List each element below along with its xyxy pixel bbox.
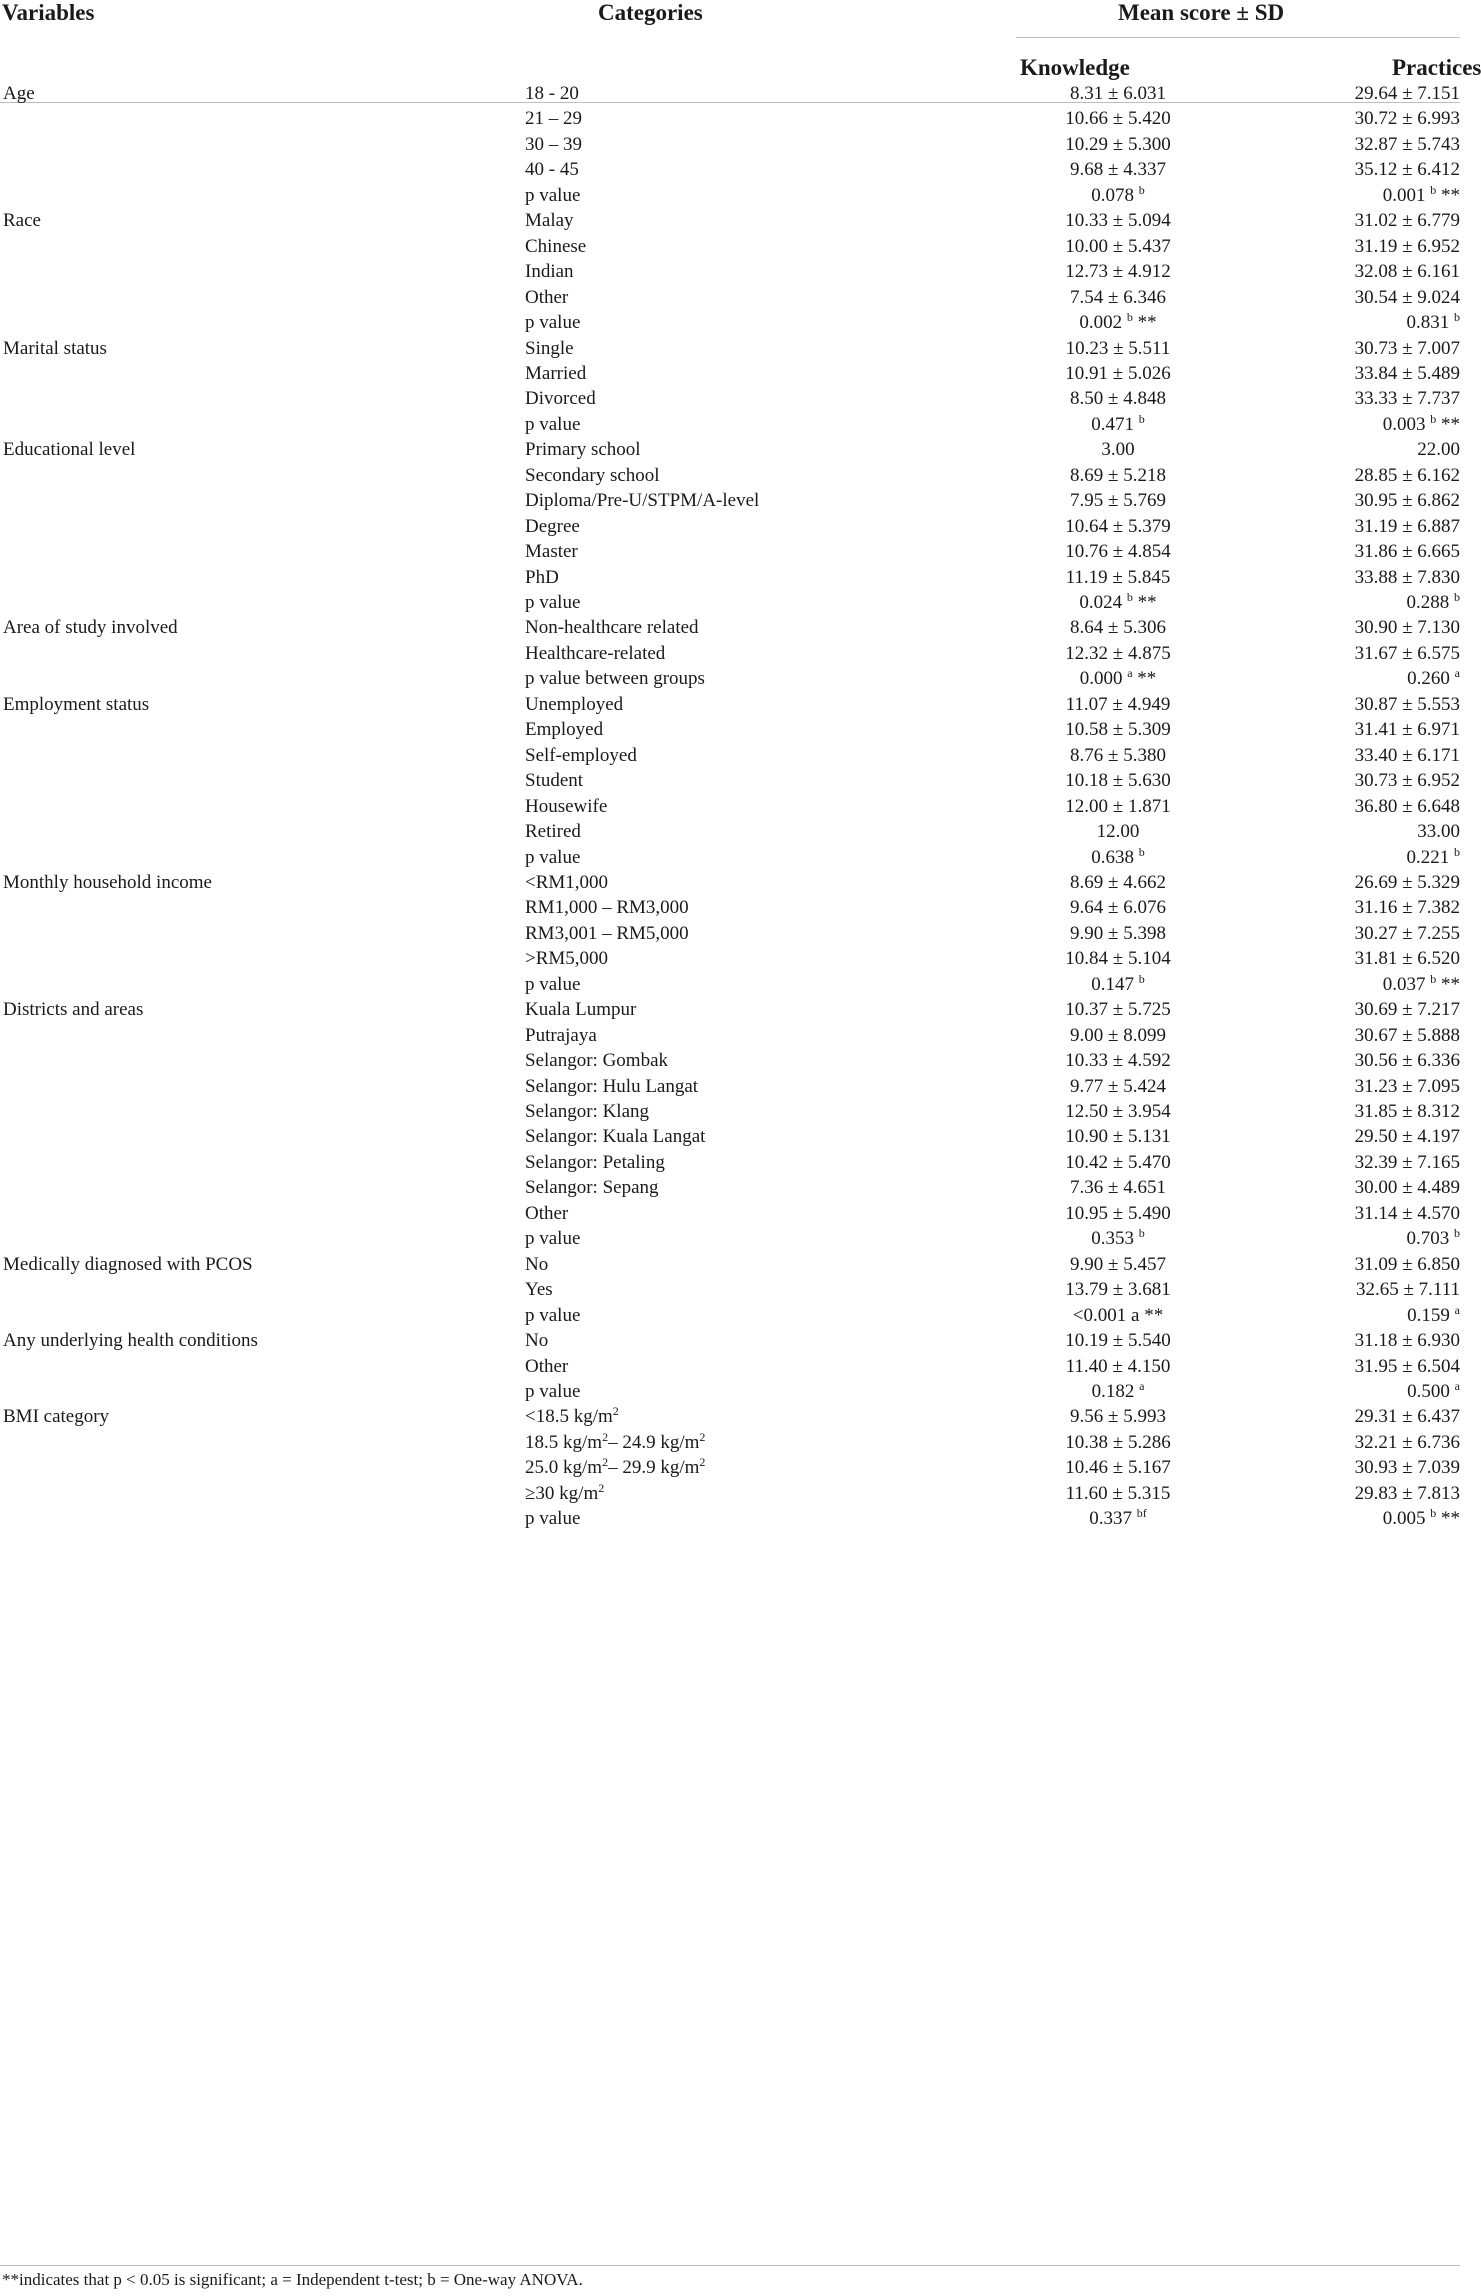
knowledge-value: 0.147 xyxy=(1091,973,1134,995)
variable-text: Monthly household income xyxy=(3,871,212,893)
superscript: b xyxy=(1454,590,1460,604)
practices-value: 30.27 ± 7.255 xyxy=(1354,922,1460,944)
significance-marker: ** xyxy=(1436,184,1460,206)
practices-value: 31.19 ± 6.952 xyxy=(1354,235,1460,257)
practices-value: 35.12 ± 6.412 xyxy=(1354,159,1460,181)
knowledge-value: 9.90 ± 5.398 xyxy=(1070,922,1166,944)
practices-value: 0.288 xyxy=(1406,592,1450,613)
category-text: Unemployed xyxy=(525,693,624,715)
practices-value: 33.40 ± 6.171 xyxy=(1354,744,1460,766)
superscript: b xyxy=(1430,182,1437,197)
knowledge-value: 0.182 xyxy=(1091,1380,1135,1402)
practices-value: 30.93 ± 7.039 xyxy=(1354,1457,1460,1479)
practices-value: 30.95 ± 6.862 xyxy=(1354,490,1460,512)
category-text: p value xyxy=(525,413,581,435)
practices-value: 0.703 xyxy=(1406,1228,1450,1250)
category-text: Malay xyxy=(525,210,574,232)
knowledge-value: 10.76 ± 4.854 xyxy=(1065,541,1171,563)
category-text: Degree xyxy=(525,515,580,537)
superscript: a xyxy=(1127,666,1133,681)
practices-value: 30.56 ± 6.336 xyxy=(1354,1050,1460,1072)
superscript: b xyxy=(1138,182,1145,197)
variable-text: Any underlying health conditions xyxy=(3,1330,258,1352)
variable-text: Educational level xyxy=(3,439,136,461)
superscript: bf xyxy=(1136,1506,1147,1521)
practices-value: 30.90 ± 7.130 xyxy=(1354,617,1460,639)
category-text: Single xyxy=(525,337,574,359)
knowledge-value: 8.64 ± 5.306 xyxy=(1070,617,1166,639)
practices-value: 31.85 ± 8.312 xyxy=(1354,1101,1460,1122)
practices-value: 30.87 ± 5.553 xyxy=(1354,693,1460,715)
variable-text: Employment status xyxy=(3,693,150,715)
knowledge-value: 0.024 xyxy=(1079,592,1123,613)
superscript: a xyxy=(1454,1302,1460,1317)
category-text: Selangor: Hulu Langat xyxy=(525,1075,699,1097)
knowledge-value: 0.002 xyxy=(1079,312,1123,334)
knowledge-value: 10.23 ± 5.511 xyxy=(1065,337,1171,359)
variable-text: Marital status xyxy=(3,337,107,359)
knowledge-value: 12.00 xyxy=(1096,821,1140,843)
knowledge-value: 0.638 xyxy=(1091,846,1134,868)
knowledge-value: 10.84 ± 5.104 xyxy=(1065,948,1171,970)
category-text: <18.5 kg/m xyxy=(525,1406,613,1428)
category-text: p value between groups xyxy=(525,668,705,690)
practices-value: 33.33 ± 7.737 xyxy=(1354,388,1460,410)
knowledge-value: 0.000 xyxy=(1079,668,1123,690)
knowledge-value: 12.50 ± 3.954 xyxy=(1065,1101,1171,1122)
practices-value: 22.00 xyxy=(1417,439,1460,461)
superscript: 2 xyxy=(699,1429,706,1444)
variable-text: Race xyxy=(3,210,41,232)
practices-value: 31.18 ± 6.930 xyxy=(1354,1330,1460,1352)
superscript: b xyxy=(1138,971,1145,986)
header-row-top xyxy=(0,0,1460,38)
knowledge-value: 11.40 ± 4.150 xyxy=(1065,1355,1171,1377)
category-text: PhD xyxy=(525,566,559,588)
category-text: Selangor: Sepang xyxy=(525,1177,659,1199)
practices-value: 0.159 xyxy=(1407,1304,1450,1326)
category-text: Student xyxy=(525,770,584,792)
practices-value: 0.260 xyxy=(1407,668,1450,690)
practices-value: 30.73 ± 7.007 xyxy=(1354,337,1460,359)
practices-value: 30.54 ± 9.024 xyxy=(1354,286,1460,308)
category-text: Divorced xyxy=(525,388,596,410)
knowledge-value: 7.54 ± 6.346 xyxy=(1070,286,1166,308)
category-text: Selangor: Petaling xyxy=(525,1151,665,1173)
superscript: 2 xyxy=(602,1429,609,1444)
knowledge-value: 9.56 ± 5.993 xyxy=(1070,1406,1166,1428)
category-text: Diploma/Pre-U/STPM/A-level xyxy=(525,490,760,512)
category-text: Primary school xyxy=(525,439,641,461)
category-text: Selangor: Gombak xyxy=(525,1050,669,1072)
knowledge-value: 10.29 ± 5.300 xyxy=(1065,133,1171,155)
knowledge-value: 10.18 ± 5.630 xyxy=(1065,770,1171,792)
table-row xyxy=(0,1500,1460,1538)
knowledge-value: 0.078 xyxy=(1091,184,1134,206)
knowledge-value: 0.471 xyxy=(1091,413,1134,435)
superscript: b xyxy=(1430,1506,1437,1521)
knowledge-value: 10.95 ± 5.490 xyxy=(1065,1202,1171,1224)
knowledge-value: 10.33 ± 4.592 xyxy=(1065,1050,1171,1072)
category-text: 30 – 39 xyxy=(525,133,582,155)
practices-value: 33.88 ± 7.830 xyxy=(1354,566,1460,588)
knowledge-value: 10.33 ± 5.094 xyxy=(1065,210,1171,232)
knowledge-value: 9.90 ± 5.457 xyxy=(1070,1253,1166,1275)
practices-value: 32.87 ± 5.743 xyxy=(1354,133,1460,155)
category-text: p value xyxy=(525,1228,581,1250)
significance-marker: ** xyxy=(1436,1508,1460,1530)
knowledge-value: 0.353 xyxy=(1091,1228,1134,1250)
category-text: Employed xyxy=(525,719,604,741)
category-text: Self-employed xyxy=(525,744,637,766)
knowledge-value: 10.19 ± 5.540 xyxy=(1065,1330,1171,1352)
knowledge-value: 3.00 xyxy=(1101,439,1135,461)
superscript: a xyxy=(1139,1378,1145,1393)
knowledge-value: 8.69 ± 4.662 xyxy=(1070,871,1166,893)
superscript: 2 xyxy=(699,1455,706,1470)
practices-value: 31.02 ± 6.779 xyxy=(1354,210,1460,232)
header-variables: Variables xyxy=(2,0,95,25)
practices-value: 32.65 ± 7.111 xyxy=(1355,1279,1460,1301)
practices-value: 31.67 ± 6.575 xyxy=(1354,642,1460,664)
category-text: Healthcare-related xyxy=(525,642,666,664)
category-text: Kuala Lumpur xyxy=(525,999,637,1021)
superscript: a xyxy=(1454,1378,1460,1393)
practices-value: 29.64 ± 7.151 xyxy=(1354,83,1460,104)
practices-value: 36.80 ± 6.648 xyxy=(1354,795,1460,817)
practices-value: 30.69 ± 7.217 xyxy=(1354,999,1460,1021)
knowledge-value: 12.00 ± 1.871 xyxy=(1065,795,1171,817)
knowledge-value: 9.64 ± 6.076 xyxy=(1070,897,1166,919)
category-text: Other xyxy=(525,1355,569,1377)
variable-text: Districts and areas xyxy=(3,999,144,1021)
practices-value: 0.005 xyxy=(1382,1508,1426,1530)
practices-value: 0.831 xyxy=(1406,312,1450,334)
category-text: Secondary school xyxy=(525,464,660,486)
knowledge-value: 13.79 ± 3.681 xyxy=(1065,1279,1171,1301)
category-text: p value xyxy=(525,592,581,613)
category-text: p value xyxy=(525,973,581,995)
knowledge-value: 10.00 ± 5.437 xyxy=(1065,235,1171,257)
practices-value: 0.003 xyxy=(1382,413,1426,435)
category-text: No xyxy=(525,1330,549,1352)
variable-text: Medically diagnosed with PCOS xyxy=(3,1253,253,1275)
knowledge-value: 10.42 ± 5.470 xyxy=(1065,1151,1171,1173)
practices-value: 26.69 ± 5.329 xyxy=(1354,871,1460,893)
knowledge-value: 10.37 ± 5.725 xyxy=(1065,999,1171,1021)
knowledge-value: 12.32 ± 4.875 xyxy=(1065,642,1171,664)
practices-value: 32.39 ± 7.165 xyxy=(1354,1151,1460,1173)
superscript: a xyxy=(1454,666,1460,681)
category-text: 18.5 kg/m xyxy=(525,1431,603,1453)
header-mean-score: Mean score ± SD xyxy=(1118,0,1285,25)
superscript: b xyxy=(1126,590,1133,604)
category-text: RM1,000 – RM3,000 xyxy=(525,897,689,919)
knowledge-value: 10.58 ± 5.309 xyxy=(1065,719,1171,741)
category-text: Housewife xyxy=(525,795,608,817)
category-text: Chinese xyxy=(525,235,587,257)
practices-value: 32.08 ± 6.161 xyxy=(1354,261,1460,283)
practices-value: 31.86 ± 6.665 xyxy=(1354,541,1460,563)
practices-value: 0.221 xyxy=(1406,846,1450,868)
superscript: 2 xyxy=(598,1480,605,1495)
knowledge-value: 10.90 ± 5.131 xyxy=(1065,1126,1171,1148)
practices-value: 31.16 ± 7.382 xyxy=(1354,897,1460,919)
practices-value: 31.41 ± 6.971 xyxy=(1354,719,1460,741)
header-categories: Categories xyxy=(598,0,703,25)
category-text: Non-healthcare related xyxy=(525,617,699,639)
practices-value: 31.81 ± 6.520 xyxy=(1354,948,1460,970)
knowledge-value: 9.77 ± 5.424 xyxy=(1070,1075,1166,1097)
knowledge-value: 12.73 ± 4.912 xyxy=(1065,261,1171,283)
superscript: b xyxy=(1138,1226,1145,1241)
variable-text: Area of study involved xyxy=(3,617,178,639)
header-practices: Practices xyxy=(1392,55,1481,80)
header-knowledge: Knowledge xyxy=(1020,55,1130,80)
superscript: 2 xyxy=(602,1455,609,1470)
knowledge-value: 10.66 ± 5.420 xyxy=(1065,108,1171,130)
category-text: Indian xyxy=(525,261,574,283)
knowledge-value: 0.337 xyxy=(1089,1508,1132,1530)
category-text: Other xyxy=(525,286,569,308)
superscript: b xyxy=(1126,310,1133,325)
superscript: b xyxy=(1138,411,1145,426)
variable-text: Age xyxy=(3,83,35,104)
category-text: <RM1,000 xyxy=(525,871,609,893)
category-text-suffix: – 29.9 kg/m xyxy=(608,1457,700,1479)
practices-value: 29.31 ± 6.437 xyxy=(1354,1406,1460,1428)
category-text: p value xyxy=(525,184,581,206)
superscript: 2 xyxy=(612,1404,619,1419)
category-text: 18 - 20 xyxy=(525,83,579,104)
superscript: b xyxy=(1430,411,1437,426)
category-text: 40 - 45 xyxy=(525,159,579,181)
practices-value: 31.19 ± 6.887 xyxy=(1354,515,1460,537)
category-text: ≥30 kg/m xyxy=(525,1482,599,1504)
practices-value: 30.00 ± 4.489 xyxy=(1354,1177,1460,1199)
category-text: Selangor: Kuala Langat xyxy=(525,1126,706,1148)
practices-value: 30.67 ± 5.888 xyxy=(1354,1024,1460,1046)
knowledge-value: <0.001 a ** xyxy=(1072,1304,1164,1326)
cell-category xyxy=(525,1500,580,1538)
practices-value: 31.09 ± 6.850 xyxy=(1354,1253,1460,1275)
category-text: p value xyxy=(525,312,581,334)
significance-marker: ** xyxy=(1436,413,1460,435)
category-text: Retired xyxy=(525,821,581,843)
category-text: RM3,001 – RM5,000 xyxy=(525,922,689,944)
category-text: Yes xyxy=(525,1279,553,1301)
practices-value: 31.14 ± 4.570 xyxy=(1354,1202,1460,1224)
category-text: Master xyxy=(525,541,578,563)
practices-value: 33.00 xyxy=(1417,821,1460,843)
category-text-suffix: – 24.9 kg/m xyxy=(608,1431,700,1453)
category-text: Putrajaya xyxy=(525,1024,597,1046)
knowledge-value: 8.76 ± 5.380 xyxy=(1070,744,1166,766)
cell-practices xyxy=(1250,1500,1460,1538)
category-text: p value xyxy=(525,846,581,868)
knowledge-value: 11.19 ± 5.845 xyxy=(1065,566,1171,588)
practices-value: 32.21 ± 6.736 xyxy=(1354,1431,1460,1453)
category-text: 25.0 kg/m xyxy=(525,1457,603,1479)
category-text: p value xyxy=(525,1380,581,1402)
practices-value: 33.84 ± 5.489 xyxy=(1354,362,1460,384)
category-text: >RM5,000 xyxy=(525,948,609,970)
practices-value: 30.73 ± 6.952 xyxy=(1354,770,1460,792)
knowledge-value: 10.91 ± 5.026 xyxy=(1065,362,1171,384)
category-text: No xyxy=(525,1253,549,1275)
knowledge-value: 11.07 ± 4.949 xyxy=(1065,693,1171,715)
category-text: Other xyxy=(525,1202,569,1224)
knowledge-value: 10.38 ± 5.286 xyxy=(1065,1431,1171,1453)
knowledge-value: 9.00 ± 8.099 xyxy=(1070,1024,1166,1046)
practices-value: 31.95 ± 6.504 xyxy=(1354,1355,1460,1377)
practices-value: 28.85 ± 6.162 xyxy=(1354,464,1460,486)
knowledge-value: 7.95 ± 5.769 xyxy=(1070,490,1166,512)
category-text: Married xyxy=(525,362,587,384)
knowledge-value: 8.69 ± 5.218 xyxy=(1070,464,1166,486)
practices-value: 30.72 ± 6.993 xyxy=(1354,108,1460,130)
significance-marker: ** xyxy=(1132,592,1157,613)
table-footnote: **indicates that p < 0.05 is significant; a = Independent t-test; b = One-way ANOVA. xyxy=(2,2270,583,2289)
superscript: b xyxy=(1454,310,1460,325)
significance-marker: ** xyxy=(1132,312,1157,334)
knowledge-value: 10.46 ± 5.167 xyxy=(1065,1457,1171,1479)
knowledge-value: 10.64 ± 5.379 xyxy=(1065,515,1171,537)
practices-value: 29.50 ± 4.197 xyxy=(1354,1126,1460,1148)
significance-marker: ** xyxy=(1132,668,1157,690)
category-text: Selangor: Klang xyxy=(525,1101,650,1122)
practices-value: 31.23 ± 7.095 xyxy=(1354,1075,1460,1097)
knowledge-value: 8.31 ± 6.031 xyxy=(1070,83,1166,104)
practices-value: 29.83 ± 7.813 xyxy=(1354,1482,1460,1504)
practices-value: 0.037 xyxy=(1382,973,1426,995)
table-bottom-rule xyxy=(0,2265,1460,2266)
category-text: p value xyxy=(525,1508,581,1530)
significance-marker: ** xyxy=(1436,973,1460,995)
category-text: 21 – 29 xyxy=(525,108,582,130)
superscript: b xyxy=(1138,844,1145,859)
cell-knowledge xyxy=(1016,1500,1220,1538)
superscript: b xyxy=(1454,1226,1460,1241)
knowledge-value: 7.36 ± 4.651 xyxy=(1070,1177,1166,1199)
knowledge-value: 11.60 ± 5.315 xyxy=(1065,1482,1171,1504)
practices-value: 0.500 xyxy=(1407,1380,1450,1402)
knowledge-value: 8.50 ± 4.848 xyxy=(1070,388,1166,410)
variable-text: BMI category xyxy=(3,1406,110,1428)
superscript: b xyxy=(1454,844,1460,859)
category-text: p value xyxy=(525,1304,581,1326)
superscript: b xyxy=(1430,971,1437,986)
practices-value: 0.001 xyxy=(1382,184,1426,206)
knowledge-value: 9.68 ± 4.337 xyxy=(1070,159,1166,181)
